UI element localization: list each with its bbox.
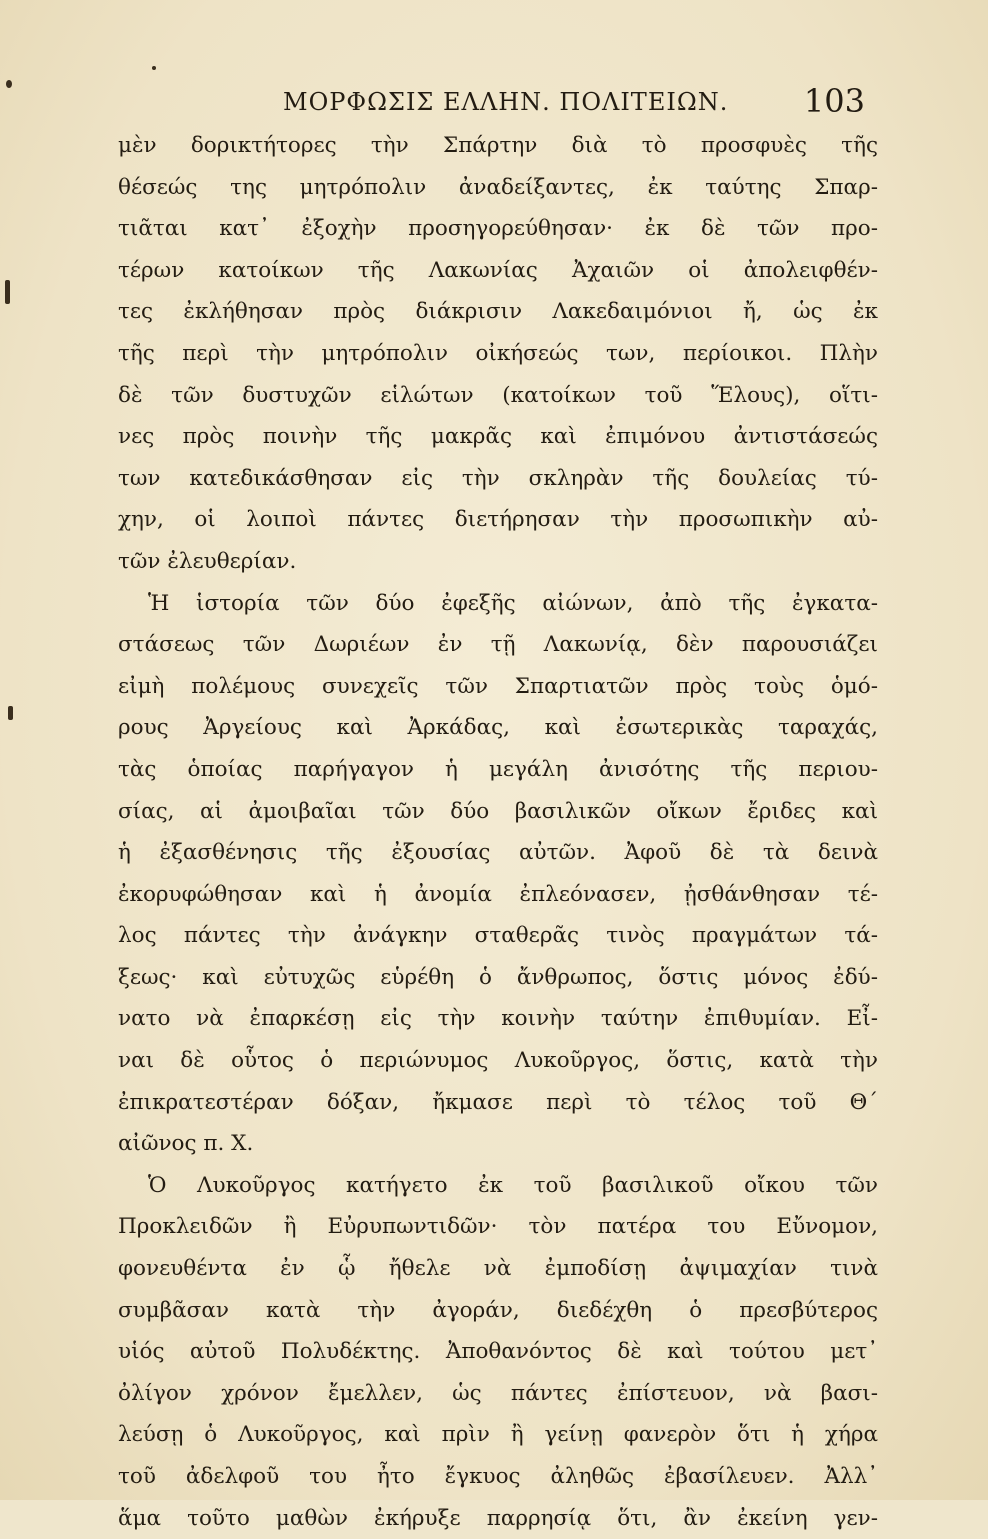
text-line: Ὁ Λυκοῦργος κατήγετο ἐκ τοῦ βασιλικοῦ οἴκου τῶν	[148, 1172, 878, 1198]
text-line: ξεως· καὶ εὐτυχῶς εὑρέθη ὁ ἄνθρωπος, ὅστις μόνος ἐδύ-	[118, 964, 878, 990]
text-line: τὰς ὁποίας παρήγαγον ἡ μεγάλη ἀνισότης τῆς περιου-	[118, 756, 878, 782]
text-line: νες πρὸς ποινὴν τῆς μακρᾶς καὶ ἐπιμόνου ἀντιστάσεώς	[118, 424, 878, 450]
text-line: ἐπικρατεστέραν δόξαν, ἤκμασε περὶ τὸ τέλος τοῦ Θ´	[118, 1089, 878, 1115]
text-line: θέσεώς της μητρόπολιν ἀναδείξαντες, ἐκ ταύτης Σπαρ-	[118, 174, 878, 200]
text-line: ἡ ἐξασθένησις τῆς ἐξουσίας αὐτῶν. Ἀφοῦ δὲ τὰ δεινὰ	[118, 840, 878, 866]
text-line: συμβᾶσαν κατὰ τὴν ἀγοράν, διεδέχθη ὁ πρεσβύτερος	[118, 1297, 878, 1323]
text-line: των κατεδικάσθησαν εἰς τὴν σκληρὰν τῆς δουλείας τύ-	[118, 465, 878, 491]
text-line: εἰμὴ πολέμους συνεχεῖς τῶν Σπαρτιατῶν πρὸς τοὺς ὁμό-	[118, 673, 878, 699]
edge-ink-mark	[152, 66, 156, 70]
text-line: ρους Ἀργείους καὶ Ἀρκάδας, καὶ ἐσωτερικὰς ταραχάς,	[118, 715, 878, 741]
page-header	[250, 80, 870, 130]
text-line: αἰῶνος π. Χ.	[118, 1131, 254, 1157]
text-line: τέρων κατοίκων τῆς Λακωνίας Ἀχαιῶν οἱ ἀπολειφθέν-	[118, 257, 878, 283]
body-text	[118, 125, 878, 1539]
text-line: υἱός αὐτοῦ Πολυδέκτης. Ἀποθανόντος δὲ καὶ τούτου μετ᾽	[118, 1339, 878, 1365]
text-line: τιᾶται κατ᾽ ἐξοχὴν προσηγορεύθησαν· ἐκ δὲ τῶν προ-	[118, 216, 878, 242]
text-line: μὲν δορικτήτορες τὴν Σπάρτην διὰ τὸ προσφυὲς τῆς	[118, 133, 878, 158]
text-line: τοῦ ἀδελφοῦ του ἦτο ἔγκυος ἀληθῶς ἐβασίλευεν. Ἀλλ᾽	[118, 1464, 878, 1489]
edge-ink-mark	[6, 80, 12, 88]
text-line: δὲ τῶν δυστυχῶν εἱλώτων (κατοίκων τοῦ Ἕλους), οἵτι-	[118, 382, 878, 408]
edge-ink-mark	[8, 706, 13, 720]
running-title: ΜΟΡΦΩΣΙΣ ΕΛΛΗΝ. ΠΟΛΙΤΕΙΩΝ.	[283, 88, 729, 116]
text-line: ὀλίγον χρόνον ἔμελλεν, ὡς πάντες ἐπίστευον, νὰ βασι-	[118, 1380, 878, 1406]
text-line: Ἡ ἱστορία τῶν δύο ἐφεξῆς αἰώνων, ἀπὸ τῆς ἐγκατα-	[148, 590, 878, 616]
text-line: λος πάντες τὴν ἀνάγκην σταθερᾶς τινὸς πραγμάτων τά-	[118, 923, 878, 949]
page-number: 103	[803, 82, 865, 120]
text-line: ἐκορυφώθησαν καὶ ἡ ἀνομία ἐπλεόνασεν, ᾐσθάνθησαν τέ-	[118, 881, 878, 907]
text-line: στάσεως τῶν Δωριέων ἐν τῇ Λακωνίᾳ, δὲν παρουσιάζει	[118, 632, 878, 658]
edge-ink-mark	[5, 280, 10, 304]
text-line: τῶν ἐλευθερίαν.	[118, 548, 297, 574]
text-line: σίας, αἱ ἀμοιβαῖαι τῶν δύο βασιλικῶν οἴκων ἔριδες καὶ	[118, 798, 878, 824]
text-line: χην, οἱ λοιποὶ πάντες διετήρησαν τὴν προσωπικὴν αὐ-	[118, 507, 878, 533]
text-line: φονευθέντα ἐν ᾧ ἤθελε νὰ ἐμποδίσῃ ἀψιμαχίαν τινὰ	[118, 1256, 878, 1282]
text-line: λεύσῃ ὁ Λυκοῦργος, καὶ πρὶν ἢ γείνῃ φανερὸν ὅτι ἡ χήρα	[118, 1422, 878, 1448]
text-line: ναι δὲ οὗτος ὁ περιώνυμος Λυκοῦργος, ὅστις, κατὰ τὴν	[118, 1048, 878, 1074]
text-line: τες ἐκλήθησαν πρὸς διάκρισιν Λακεδαιμόνιοι ἤ, ὡς ἐκ	[118, 299, 878, 325]
text-line: τῆς περὶ τὴν μητρόπολιν οἰκήσεώς των, περίοικοι. Πλὴν	[118, 340, 878, 366]
text-line: νατο νὰ ἐπαρκέσῃ εἰς τὴν κοινὴν ταύτην ἐπιθυμίαν. Εἶ-	[118, 1006, 878, 1032]
text-line: ἅμα τοῦτο μαθὼν ἐκήρυξε παρρησίᾳ ὅτι, ἂν ἐκείνη γεν-	[118, 1505, 878, 1531]
text-line: Προκλειδῶν ἢ Εὐρυπωντιδῶν· τὸν πατέρα του Εὔνομον,	[118, 1214, 878, 1240]
